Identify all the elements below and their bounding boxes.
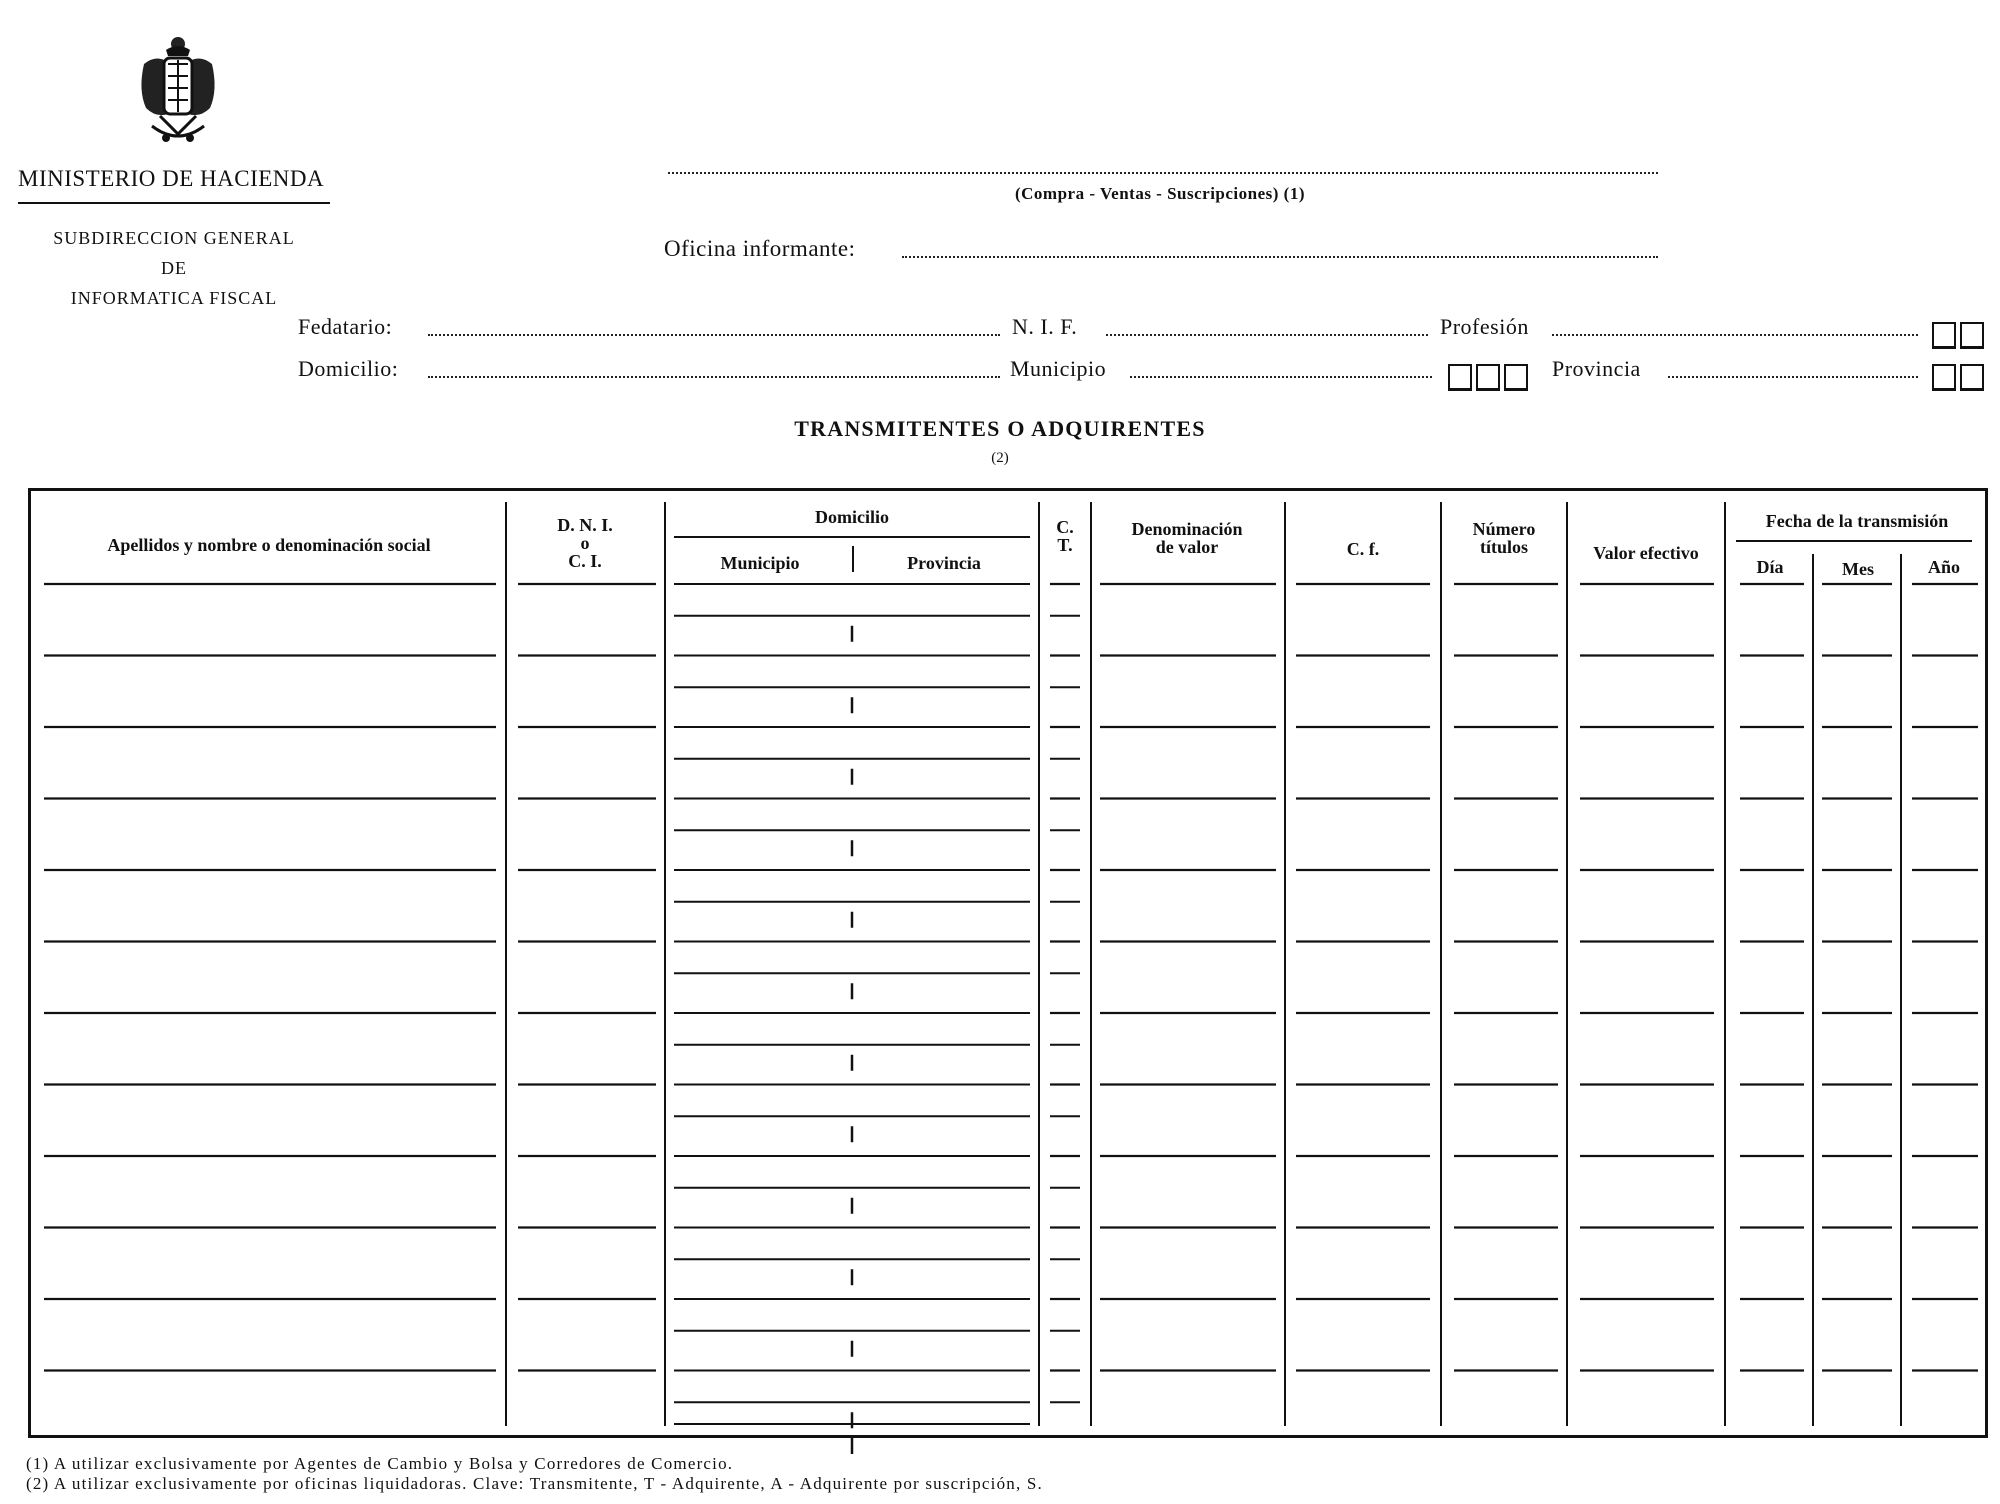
- fedatario-label: Fedatario:: [298, 314, 393, 339]
- profesion-label: Profesión: [1440, 314, 1529, 339]
- header-numero-2: títulos: [1479, 537, 1528, 557]
- header-domicilio: Domicilio: [815, 507, 889, 527]
- office-label: Oficina informante:: [664, 236, 856, 261]
- header-provincia: Provincia: [907, 553, 981, 573]
- header-fecha: Fecha de la transmisión: [1765, 511, 1949, 531]
- subdirection-line-1: SUBDIRECCION GENERAL: [53, 228, 295, 248]
- footnote-2: (2) A utilizar exclusivamente por oficinas liquidadoras. Clave: Transmitente, T - Adquirente, A - Adquirente por suscripción, S.: [26, 1474, 1043, 1493]
- header-mes: Mes: [1842, 559, 1874, 579]
- header-denominacion-1: Denominación: [1131, 519, 1243, 539]
- header-anio: Año: [1927, 557, 1960, 577]
- header-ct-2: T.: [1057, 535, 1073, 555]
- section-note: (2): [991, 450, 1009, 466]
- subdirection-line-2: DE: [161, 258, 187, 278]
- section-title: TRANSMITENTES O ADQUIRENTES: [794, 416, 1206, 441]
- header-dni-1: D. N. I.: [557, 515, 613, 535]
- domicilio-label: Domicilio:: [298, 356, 399, 381]
- nif-label: N. I. F.: [1012, 314, 1078, 339]
- ministry-title: MINISTERIO DE HACIENDA: [18, 166, 325, 191]
- header-valor: Valor efectivo: [1593, 543, 1699, 563]
- header-dia: Día: [1756, 557, 1784, 577]
- header-ct-1: C.: [1056, 517, 1074, 537]
- header-dni-2: o: [580, 533, 590, 553]
- header-municipio: Municipio: [720, 553, 800, 573]
- header-numero-1: Número: [1472, 519, 1536, 539]
- subdirection-line-3: INFORMATICA FISCAL: [70, 288, 278, 308]
- footnote-1: (1) A utilizar exclusivamente por Agentes de Cambio y Bolsa y Corredores de Comercio.: [26, 1454, 734, 1473]
- header-dni-3: C. I.: [568, 551, 602, 571]
- header-denominacion-2: de valor: [1155, 537, 1219, 557]
- provincia-label: Provincia: [1552, 356, 1641, 381]
- header-name: Apellidos y nombre o denominación social: [107, 535, 431, 555]
- header-cf: C. f.: [1346, 539, 1380, 559]
- operation-type-caption: (Compra - Ventas - Suscripciones) (1): [1014, 184, 1306, 203]
- municipio-label: Municipio: [1010, 356, 1107, 381]
